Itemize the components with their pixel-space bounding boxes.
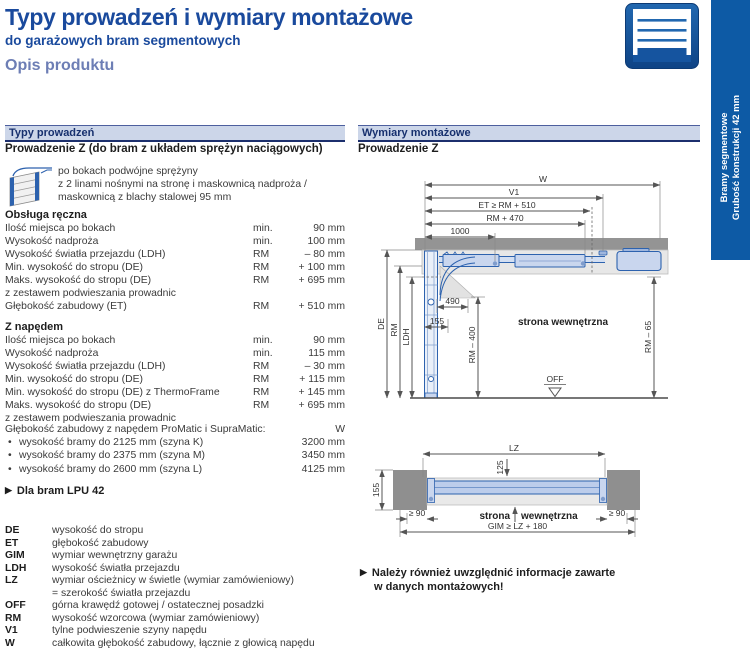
triangle-bullet-icon: ▶ bbox=[360, 567, 367, 577]
dim-label-rm65: RM – 65 bbox=[643, 320, 653, 354]
definition-desc-line1: wymiar ościeżnicy w świetle (wymiar zamówieniowy) bbox=[52, 575, 294, 586]
definition-term: LZ bbox=[5, 575, 18, 586]
spec-value: + 100 mm bbox=[298, 262, 345, 273]
dim-label-ldh: LDH bbox=[401, 328, 411, 346]
dim-label-155: 155 bbox=[429, 316, 445, 326]
note-text-line2: w danych montażowych! bbox=[374, 581, 504, 593]
inner-side-label-left: strona bbox=[479, 511, 510, 522]
definition-term: GIM bbox=[5, 550, 25, 561]
definition-term: W bbox=[5, 637, 15, 649]
spec-value: + 695 mm bbox=[298, 400, 345, 411]
dim-label-gim: GIM ≥ LZ + 180 bbox=[487, 521, 548, 531]
spec-value: + 115 mm bbox=[299, 374, 345, 385]
dim-label-v1: V1 bbox=[508, 187, 520, 197]
depth-row bbox=[5, 436, 345, 449]
spec-label: z zestawem podwieszania prowadnic bbox=[5, 413, 176, 424]
side-tab-line2: Grubość konstrukcji 42 mm bbox=[730, 94, 742, 221]
down-arrow-icon bbox=[549, 388, 561, 397]
spec-value: 90 mm bbox=[313, 335, 345, 346]
caption-line3: maskownicą z blachy stalowej 95 mm bbox=[58, 192, 232, 203]
plan-view-diagram bbox=[363, 443, 700, 555]
depth-label: wysokość bramy do 2375 mm (szyna M) bbox=[19, 450, 205, 462]
spec-ref: RM bbox=[253, 249, 270, 260]
dim-label-lz: LZ bbox=[509, 443, 519, 453]
spring-figure bbox=[5, 163, 345, 209]
garage-door-icon bbox=[624, 2, 702, 72]
definition-desc: tylne podwieszenie szyny napędu bbox=[52, 625, 207, 636]
definition-desc-line2: = szerokość światła przejazdu bbox=[52, 587, 191, 599]
spec-ref: min. bbox=[253, 348, 273, 359]
spec-ref: min. bbox=[253, 335, 273, 346]
dim-label-de: DE bbox=[376, 318, 386, 330]
depth-row bbox=[5, 449, 345, 462]
definition-desc: wymiar wewnętrzny garażu bbox=[52, 550, 178, 561]
depth-value: 3450 mm bbox=[301, 450, 345, 462]
spec-row bbox=[5, 360, 345, 373]
section-bar-types: Typy prowadzeń bbox=[5, 125, 345, 142]
installation-note bbox=[360, 565, 615, 594]
definition-term: RM bbox=[5, 612, 22, 624]
spec-value: 115 mm bbox=[308, 348, 345, 359]
triangle-bullet-icon: ▶ bbox=[5, 485, 12, 495]
spec-ref: RM bbox=[253, 400, 270, 411]
definition-row bbox=[5, 575, 345, 600]
spec-ref: RM bbox=[253, 301, 270, 312]
definition-desc: wysokość wzorcowa (wymiar zamówieniowy) bbox=[52, 612, 260, 624]
dimensions-heading: Prowadzenie Z bbox=[358, 143, 439, 155]
spec-row bbox=[5, 248, 345, 261]
manual-title: Obsługa ręczna bbox=[5, 209, 87, 221]
definition-row bbox=[5, 613, 345, 626]
dim-label-1000: 1000 bbox=[450, 226, 470, 236]
side-tab bbox=[711, 0, 750, 260]
off-label: OFF bbox=[546, 374, 564, 384]
definition-desc: wysokość do stropu bbox=[52, 525, 144, 536]
page-title: Typy prowadzeń i wymiary montażowe bbox=[5, 4, 413, 30]
spec-row bbox=[5, 222, 345, 235]
bullet-icon: • bbox=[8, 463, 12, 475]
spec-row bbox=[5, 347, 345, 360]
dim-label-125: 125 bbox=[495, 460, 505, 475]
spec-label: Maks. wysokość do stropu (DE) bbox=[5, 275, 152, 286]
spec-row bbox=[5, 373, 345, 386]
page-subtitle: do garażowych bram segmentowych bbox=[5, 33, 241, 48]
section-bar-dimensions: Wymiary montażowe bbox=[358, 125, 700, 142]
powered-spec-block bbox=[5, 321, 345, 425]
depth-block bbox=[5, 423, 345, 476]
spec-ref: RM bbox=[253, 262, 270, 273]
left-column bbox=[5, 125, 345, 651]
spec-row bbox=[5, 287, 345, 300]
depth-label: wysokość bramy do 2600 mm (szyna L) bbox=[19, 463, 203, 475]
spec-value bbox=[289, 287, 345, 300]
door-spring-thumbnail bbox=[5, 163, 55, 209]
spec-value: – 30 mm bbox=[304, 361, 345, 372]
operator-head bbox=[617, 249, 661, 271]
note-text-line1: Należy również uwzględnić informacje zawarte bbox=[371, 567, 616, 579]
guide-type-heading: Prowadzenie Z (do bram z układem sprężyn naciągowych) bbox=[5, 143, 323, 155]
spec-label: Maks. wysokość do stropu (DE) bbox=[5, 400, 152, 411]
definition-desc: całkowita głębokość zabudowy, łącznie z głowicą napędu bbox=[52, 637, 315, 649]
definition-term: LDH bbox=[5, 562, 27, 574]
spec-value: + 510 mm bbox=[298, 301, 345, 312]
spec-row bbox=[5, 235, 345, 248]
depth-row bbox=[5, 463, 345, 476]
side-tab-line1: Bramy segmentowe bbox=[718, 112, 730, 203]
spec-value: + 145 mm bbox=[298, 387, 345, 398]
spec-label: Ilość miejsca po bokach bbox=[5, 223, 116, 234]
spec-label: Wysokość światła przejazdu (LDH) bbox=[5, 249, 166, 260]
spec-value: + 695 mm bbox=[298, 275, 345, 286]
depth-header-label: Głębokość zabudowy z napędem ProMatic i SupraMatic: bbox=[5, 424, 266, 435]
definition-row bbox=[5, 550, 345, 563]
spring-figure-caption bbox=[58, 165, 307, 204]
right-column bbox=[358, 125, 700, 651]
spec-label: Wysokość światła przejazdu (LDH) bbox=[5, 361, 166, 372]
side-tab-text bbox=[711, 0, 750, 260]
dim-label-155: 155 bbox=[371, 482, 381, 498]
spec-row bbox=[5, 334, 345, 347]
definition-desc: wysokość światła przejazdu bbox=[52, 562, 180, 574]
depth-header-row bbox=[5, 423, 345, 436]
note-line1 bbox=[360, 565, 615, 580]
spec-label: Min. wysokość do stropu (DE) bbox=[5, 374, 144, 385]
depth-label: wysokość bramy do 2125 mm (szyna K) bbox=[19, 437, 204, 449]
manual-spec-block bbox=[5, 209, 345, 313]
spec-ref: min. bbox=[253, 236, 273, 247]
caption-line1: po bokach podwójne sprężyny bbox=[58, 166, 198, 177]
spec-label: Min. wysokość do stropu (DE) z ThermoFrame bbox=[5, 387, 220, 398]
dim-label-490: 490 bbox=[445, 296, 460, 306]
spec-ref: RM bbox=[253, 275, 270, 286]
section-title: Opis produktu bbox=[5, 57, 115, 74]
spec-label: Wysokość nadproża bbox=[5, 236, 99, 247]
bullet-icon: • bbox=[8, 450, 12, 462]
depth-value: 4125 mm bbox=[301, 463, 345, 475]
dim-label-rm470: RM + 470 bbox=[486, 213, 524, 223]
bullet-icon: • bbox=[8, 437, 12, 449]
spec-value: 90 mm bbox=[313, 223, 345, 234]
dim-label-ge90-right: ≥ 90 bbox=[608, 508, 626, 518]
inner-side-label-right: wewnętrzna bbox=[521, 511, 578, 522]
definition-desc bbox=[52, 575, 345, 600]
off-marker bbox=[544, 374, 566, 397]
definition-row bbox=[5, 525, 345, 538]
definition-term: OFF bbox=[5, 600, 26, 611]
spec-value: 100 mm bbox=[307, 236, 345, 247]
dim-label-w: W bbox=[538, 174, 548, 184]
door-assembly bbox=[427, 478, 607, 505]
inner-side-label: strona wewnętrzna bbox=[517, 317, 609, 328]
dim-label-et: ET ≥ RM + 510 bbox=[478, 200, 536, 210]
spec-ref: RM bbox=[253, 374, 270, 385]
spec-ref: RM bbox=[253, 361, 270, 372]
spec-row bbox=[5, 300, 345, 313]
spec-label: z zestawem podwieszania prowadnic bbox=[5, 288, 176, 299]
definition-term: ET bbox=[5, 537, 19, 549]
lpu-note bbox=[5, 485, 104, 497]
spec-row bbox=[5, 261, 345, 274]
depth-value: 3200 mm bbox=[301, 437, 345, 449]
definition-term: V1 bbox=[5, 625, 18, 636]
definition-row bbox=[5, 625, 345, 638]
dim-label-rm: RM bbox=[389, 323, 399, 337]
spec-label: Głębokość zabudowy (ET) bbox=[5, 301, 127, 312]
definitions-block bbox=[5, 525, 345, 650]
definition-row bbox=[5, 638, 345, 651]
spec-ref bbox=[253, 287, 289, 300]
definition-row bbox=[5, 538, 345, 551]
dim-label-ge90-left: ≥ 90 bbox=[408, 508, 426, 518]
dim-label-rm400: RM – 400 bbox=[467, 326, 477, 364]
spec-label: Ilość miejsca po bokach bbox=[5, 335, 116, 346]
definition-row bbox=[5, 600, 345, 613]
lpu-note-text: Dla bram LPU 42 bbox=[16, 485, 105, 497]
definition-row bbox=[5, 563, 345, 576]
definition-desc: górna krawędź gotowej / ostatecznej posadzki bbox=[52, 600, 264, 611]
spec-ref: min. bbox=[253, 223, 273, 234]
powered-title: Z napędem bbox=[5, 321, 64, 333]
spec-ref: RM bbox=[253, 387, 270, 398]
definition-term: DE bbox=[5, 525, 20, 536]
spec-row bbox=[5, 399, 345, 412]
spec-label: Wysokość nadproża bbox=[5, 348, 99, 359]
caption-line2: z 2 linami nośnymi na stronę i maskownicą nadproża / bbox=[58, 179, 307, 190]
spec-row bbox=[5, 386, 345, 399]
spec-value: – 80 mm bbox=[304, 249, 345, 260]
definition-desc: głębokość zabudowy bbox=[52, 537, 149, 549]
spec-row bbox=[5, 274, 345, 287]
depth-header-value: W bbox=[335, 424, 345, 435]
side-section-diagram bbox=[363, 167, 700, 411]
spec-label: Min. wysokość do stropu (DE) bbox=[5, 262, 144, 273]
